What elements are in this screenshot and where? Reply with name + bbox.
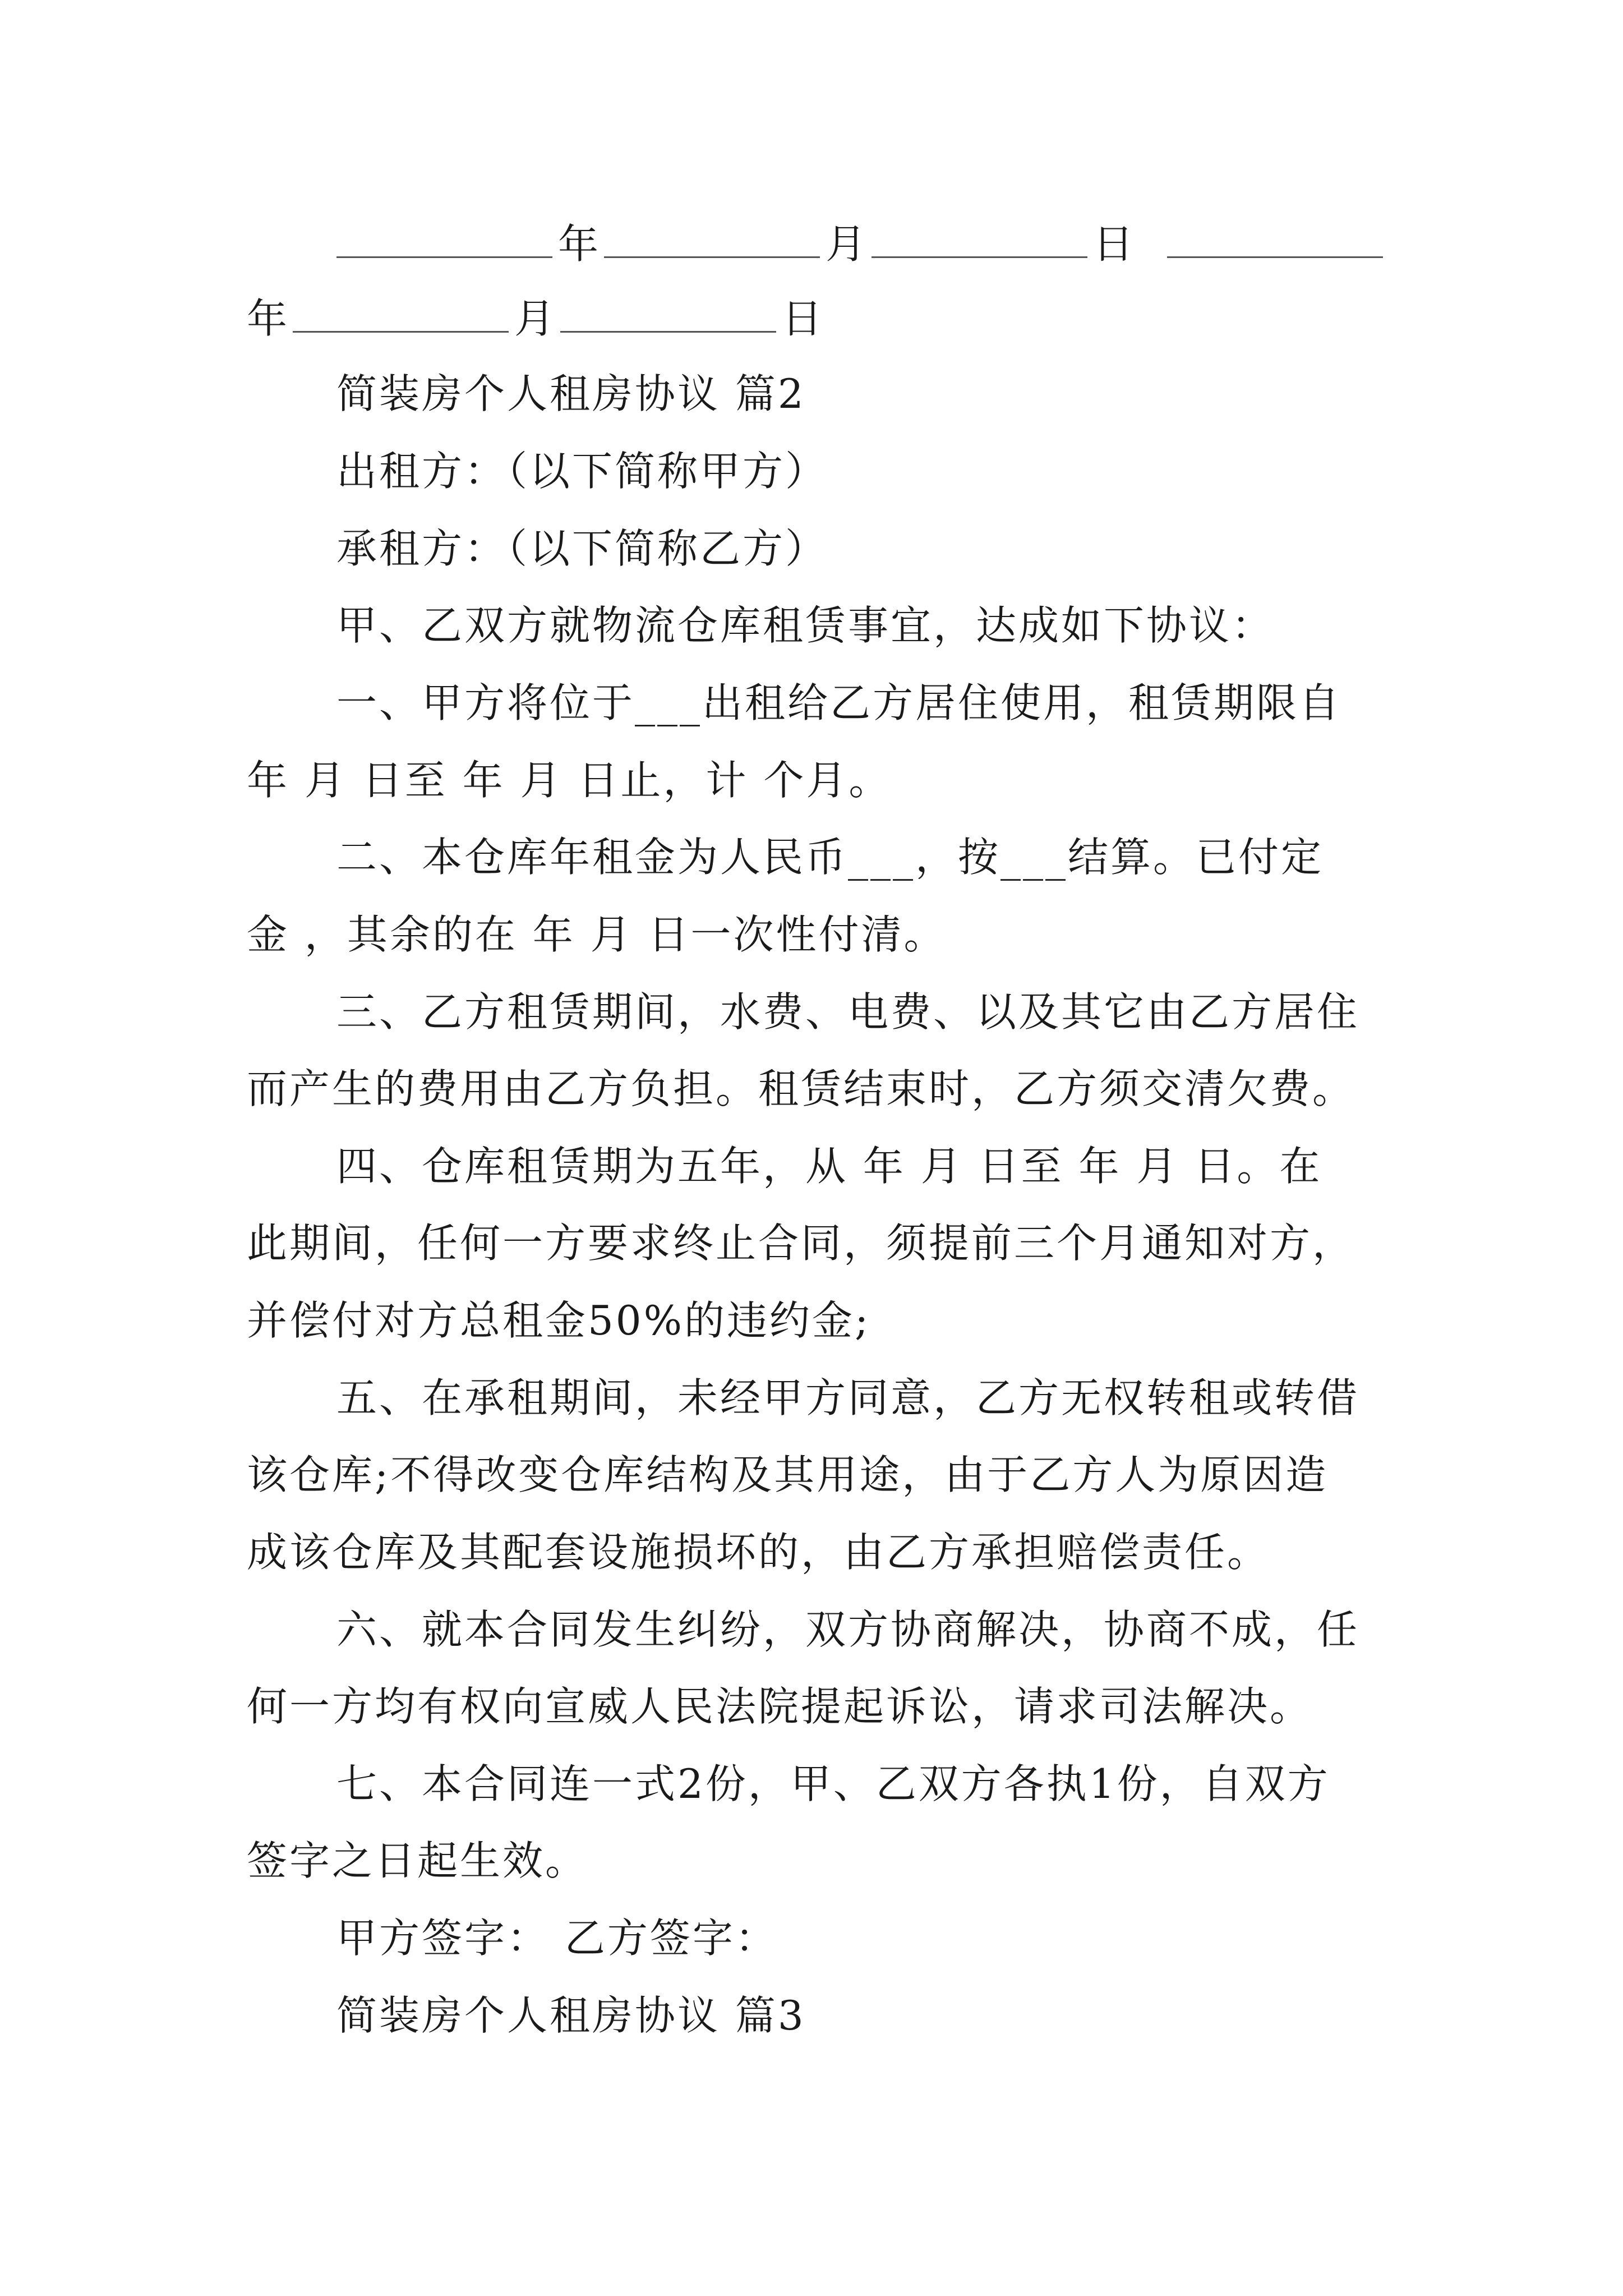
date-blank xyxy=(604,223,820,258)
clause-4-line: 此期间，任何一方要求终止合同，须提前三个月通知对方， xyxy=(247,1220,1355,1267)
clause-5-line: 成该仓库及其配套设施损坏的，由乙方承担赔偿责任。 xyxy=(247,1529,1270,1576)
clause-3-line: 而产生的费用由乙方负担。租赁结束时，乙方须交清欠费。 xyxy=(247,1065,1355,1112)
clause-4-line: 四、仓库租赁期为五年，从 年 月 日至 年 月 日。在 xyxy=(336,1143,1322,1190)
clause-7-line: 七、本合同连一式2份，甲、乙双方各执1份，自双方 xyxy=(336,1760,1330,1807)
date-day: 日 xyxy=(782,295,823,342)
date-year: 年 xyxy=(558,220,599,268)
date-day: 日 xyxy=(1093,220,1134,268)
lessor-line: 出租方：（以下简称甲方） xyxy=(336,448,828,495)
clause-3-line: 三、乙方租赁期间，水费、电费、以及其它由乙方居住 xyxy=(336,988,1360,1036)
date-blank xyxy=(872,223,1087,258)
date-blank xyxy=(1167,223,1383,258)
clause-5-line: 该仓库;不得改变仓库结构及其用途，由于乙方人为原因造 xyxy=(247,1451,1329,1498)
signature-line: 甲方签字： 乙方签字： xyxy=(336,1915,778,1962)
section-heading: 简装房个人租房协议 篇3 xyxy=(336,1992,806,2039)
intro-paragraph: 甲、乙双方就物流仓库租赁事宜，达成如下协议： xyxy=(336,602,1275,649)
date-blank xyxy=(560,297,776,333)
section-heading: 简装房个人租房协议 篇2 xyxy=(336,370,806,417)
clause-1-line: 年 月 日至 年 月 日止，计 个月。 xyxy=(247,757,892,804)
date-year: 年 xyxy=(247,295,288,342)
date-month: 月 xyxy=(826,220,866,268)
lessee-line: 承租方：（以下简称乙方） xyxy=(336,525,828,572)
date-line-2 xyxy=(247,291,822,347)
clause-1-line: 一、甲方将位于___出租给乙方居住使用，租赁期限自 xyxy=(336,679,1342,726)
date-month: 月 xyxy=(514,295,555,342)
clause-5-line: 五、在承租期间，未经甲方同意，乙方无权转租或转借 xyxy=(336,1374,1360,1421)
clause-7-line: 签字之日起生效。 xyxy=(247,1837,588,1884)
date-blank xyxy=(293,297,509,333)
clause-2-line: 二、本仓库年租金为人民币___，按___结算。已付定 xyxy=(336,834,1324,881)
clause-6-line: 六、就本合同发生纠纷，双方协商解决，协商不成，任 xyxy=(336,1606,1360,1653)
clause-6-line: 何一方均有权向宣威人民法院提起诉讼，请求司法解决。 xyxy=(247,1683,1313,1730)
clause-4-line: 并偿付对方总租金50%的违约金; xyxy=(247,1297,871,1344)
date-blank xyxy=(336,223,552,258)
date-line-1 xyxy=(336,216,1383,272)
clause-2-line: 金 ，其余的在 年 月 日一次性付清。 xyxy=(247,911,947,958)
